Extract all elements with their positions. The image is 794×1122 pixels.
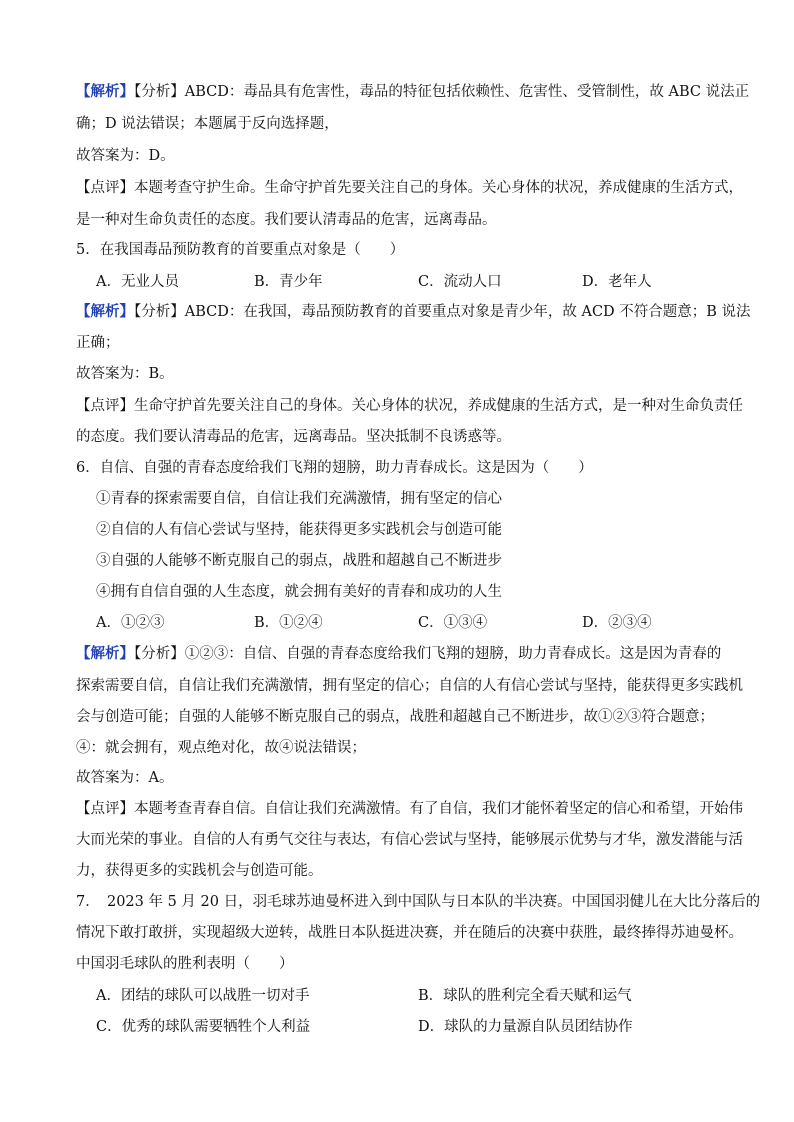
analysis-line: 【解析】【分析】ABCD：在我国，毒品预防教育的首要重点对象是青少年，故 ACD 不符合题意；B 说法 bbox=[76, 303, 751, 320]
analysis-line: 【解析】【分析】ABCD：毒品具有危害性，毒品的特征包括依赖性、危害性、受管制性，故 ABC 说法正 bbox=[76, 83, 750, 100]
analysis-line: 【解析】【分析】①②③：自信、自强的青春态度给我们飞翔的翅膀，助力青春成长。这是因为青春的 bbox=[76, 645, 722, 662]
comment-line: 力，获得更多的实践机会与创造可能。 bbox=[76, 863, 323, 879]
q5-option-b: B．青少年 bbox=[254, 274, 323, 290]
comment-line: 的态度。我们要认清毒品的危害，远离毒品。坚决抵制不良诱惑等。 bbox=[76, 429, 511, 445]
answer-line: 故答案为：D。 bbox=[76, 148, 175, 164]
q6-statement-4: ④拥有自信自强的人生态度，就会拥有美好的青春和成功的人生 bbox=[96, 584, 502, 600]
comment-line: 【点评】生命守护首先要关注自己的身体。关心身体的状况，养成健康的生活方式，是一种对生命负责任 bbox=[76, 398, 743, 414]
q5-option-a: A．无业人员 bbox=[96, 274, 179, 290]
jiexi-tag: 【解析】 bbox=[76, 303, 134, 320]
q6-statement-1: ①青春的探索需要自信，自信让我们充满激情，拥有坚定的信心 bbox=[96, 491, 502, 507]
q6-option-a: A．①②③ bbox=[96, 615, 165, 631]
q6-option-c: C．①③④ bbox=[418, 615, 488, 631]
q6-option-d: D．②③④ bbox=[582, 615, 652, 631]
question-7-stem: 7． 2023 年 5 月 20 日，羽毛球苏迪曼杯进入到中国队与日本队的半决赛。中国国羽健儿在大比分落后的 bbox=[76, 894, 761, 910]
q7-option-d: D．球队的力量源自队员团结协作 bbox=[418, 1019, 633, 1035]
q7-option-a: A．团结的球队可以战胜一切对手 bbox=[96, 988, 310, 1004]
q6-statement-2: ②自信的人有信心尝试与坚持，能获得更多实践机会与创造可能 bbox=[96, 522, 502, 538]
question-5-stem: 5．在我国毒品预防教育的首要重点对象是（ ） bbox=[76, 242, 405, 258]
question-7-stem: 情况下敢打敢拼，实现超级大逆转，战胜日本队挺进决赛，并在随后的决赛中获胜，最终捧得苏迪曼杯。 bbox=[76, 925, 743, 941]
jiexi-tag: 【解析】 bbox=[76, 645, 134, 662]
analysis-line: 正确； bbox=[76, 335, 120, 351]
q5-option-d: D．老年人 bbox=[582, 274, 652, 290]
question-6-stem: 6．自信、自强的青春态度给我们飞翔的翅膀，助力青春成长。这是因为（ ） bbox=[76, 460, 593, 476]
q7-option-b: B．球队的胜利完全看天赋和运气 bbox=[418, 988, 632, 1004]
analysis-line: ④：就会拥有，观点绝对化，故④说法错误； bbox=[76, 740, 366, 756]
answer-line: 故答案为：B。 bbox=[76, 366, 174, 382]
q6-statement-3: ③自强的人能够不断克服自己的弱点，战胜和超越自己不断进步 bbox=[96, 553, 502, 569]
analysis-line: 探索需要自信，自信让我们充满激情，拥有坚定的信心；自信的人有信心尝试与坚持，能获得更多实践机 bbox=[76, 678, 743, 694]
q5-option-c: C．流动人口 bbox=[418, 274, 502, 290]
comment-line: 【点评】本题考查青春自信。自信让我们充满激情。有了自信，我们才能怀着坚定的信心和希望，开始伟 bbox=[76, 801, 743, 817]
analysis-line: 会与创造可能；自强的人能够不断克服自己的弱点，战胜和超越自己不断进步，故①②③符合题意； bbox=[76, 709, 714, 725]
comment-line: 是一种对生命负责任的态度。我们要认清毒品的危害，远离毒品。 bbox=[76, 212, 497, 228]
comment-line: 【点评】本题考查守护生命。生命守护首先要关注自己的身体。关心身体的状况，养成健康的生活方式， bbox=[76, 180, 743, 196]
q6-option-b: B．①②④ bbox=[254, 615, 323, 631]
jiexi-tag: 【解析】 bbox=[76, 83, 134, 100]
answer-line: 故答案为：A。 bbox=[76, 770, 174, 786]
comment-line: 大而光荣的事业。自信的人有勇气交往与表达，有信心尝试与坚持，能够展示优势与才华，激发潜能与活 bbox=[76, 832, 743, 848]
question-7-stem: 中国羽毛球队的胜利表明（ ） bbox=[76, 956, 294, 972]
q7-option-c: C．优秀的球队需要牺牲个人利益 bbox=[96, 1019, 311, 1035]
analysis-line: 确；D 说法错误；本题属于反向选择题， bbox=[76, 116, 339, 132]
